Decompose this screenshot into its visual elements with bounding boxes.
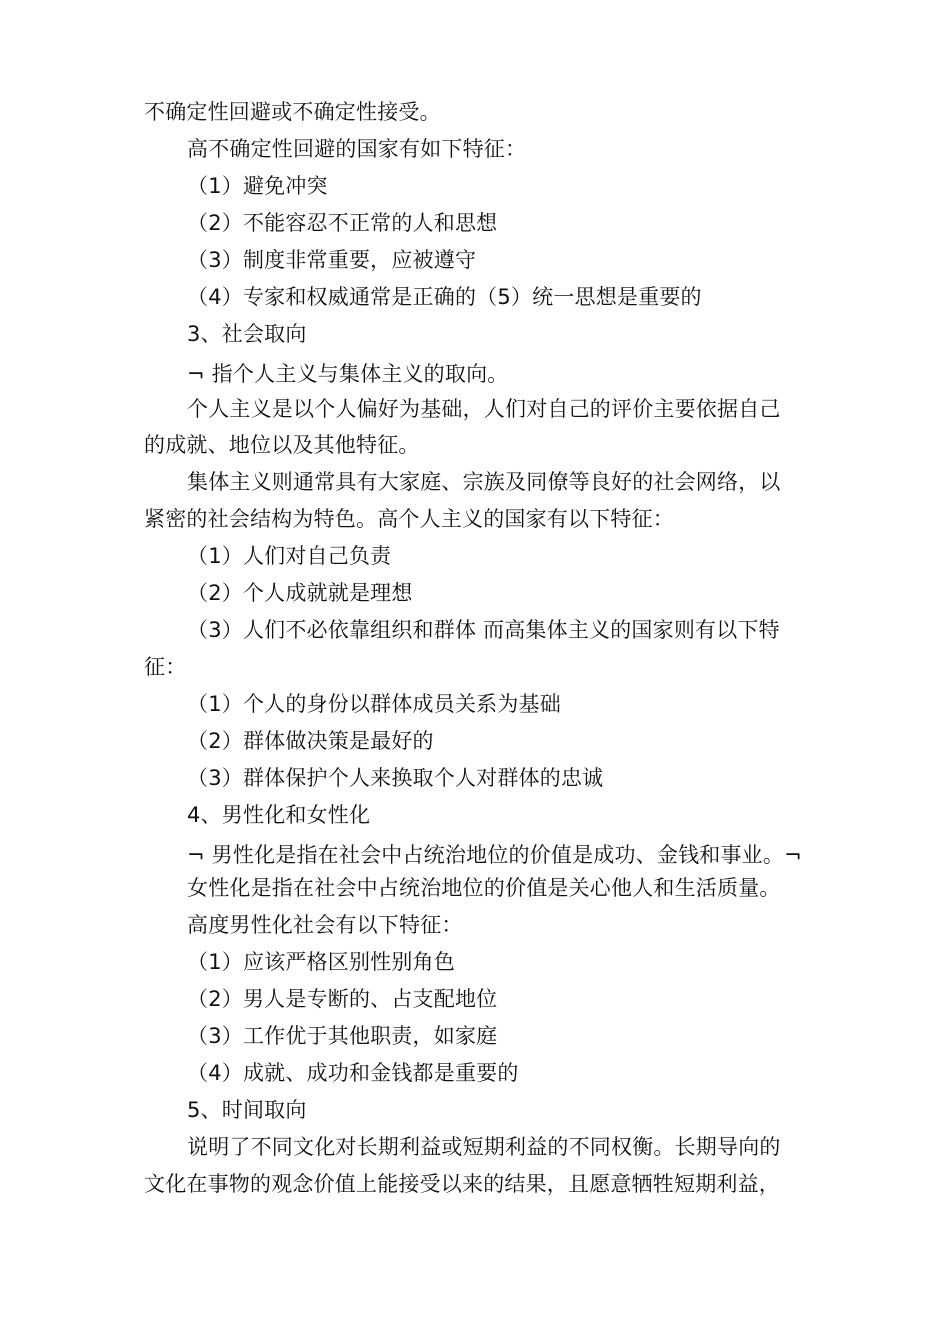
list-item: （1）避免冲突 <box>187 174 328 198</box>
text-line: 的成就、地位以及其他特征。 <box>144 433 420 457</box>
text-line: 女性化是指在社会中占统治地位的价值是关心他人和生活质量。 <box>187 876 781 900</box>
text-line: 高度男性化社会有以下特征： <box>187 913 463 937</box>
text-line: 说明了不同文化对长期利益或短期利益的不同权衡。长期导向的 <box>187 1135 781 1159</box>
section-heading: 3、社会取向 <box>187 322 307 346</box>
text-line: ¬ 男性化是指在社会中占统治地位的价值是成功、金钱和事业。¬ <box>187 843 802 867</box>
list-item: （2）男人是专断的、占支配地位 <box>187 987 498 1011</box>
list-item: （3）工作优于其他职责，如家庭 <box>187 1024 498 1048</box>
list-item: （1）个人的身份以群体成员关系为基础 <box>187 692 561 716</box>
list-item: （3）人们不必依靠组织和群体 而高集体主义的国家则有以下特 <box>187 618 780 642</box>
text-line: 文化在事物的观念价值上能接受以来的结果，且愿意牺牲短期利益， <box>144 1172 780 1196</box>
list-item: （1）应该严格区别性别角色 <box>187 950 455 974</box>
list-item: （3）制度非常重要，应被遵守 <box>187 248 477 272</box>
text-line: ¬ 指个人主义与集体主义的取向。 <box>187 362 509 386</box>
text-line: 不确定性回避或不确定性接受。 <box>144 100 441 124</box>
list-item: （2）群体做决策是最好的 <box>187 729 434 753</box>
text-line: 高不确定性回避的国家有如下特征： <box>187 137 527 161</box>
text-line: 紧密的社会结构为特色。高个人主义的国家有以下特征： <box>144 507 674 531</box>
section-heading: 5、时间取向 <box>187 1098 307 1122</box>
list-item: （2）个人成就就是理想 <box>187 581 413 605</box>
section-heading: 4、男性化和女性化 <box>187 803 371 827</box>
list-item: （3）群体保护个人来换取个人对群体的忠诚 <box>187 766 604 790</box>
text-line: 个人主义是以个人偏好为基础，人们对自己的评价主要依据自己 <box>187 397 781 421</box>
list-item: （4）专家和权威通常是正确的（5）统一思想是重要的 <box>187 285 702 309</box>
text-line: 集体主义则通常具有大家庭、宗族及同僚等良好的社会网络，以 <box>187 470 781 494</box>
list-item: （4）成就、成功和金钱都是重要的 <box>187 1061 519 1085</box>
list-item: （2）不能容忍不正常的人和思想 <box>187 211 498 235</box>
text-line: 征： <box>144 655 187 679</box>
list-item: （1）人们对自己负责 <box>187 544 392 568</box>
